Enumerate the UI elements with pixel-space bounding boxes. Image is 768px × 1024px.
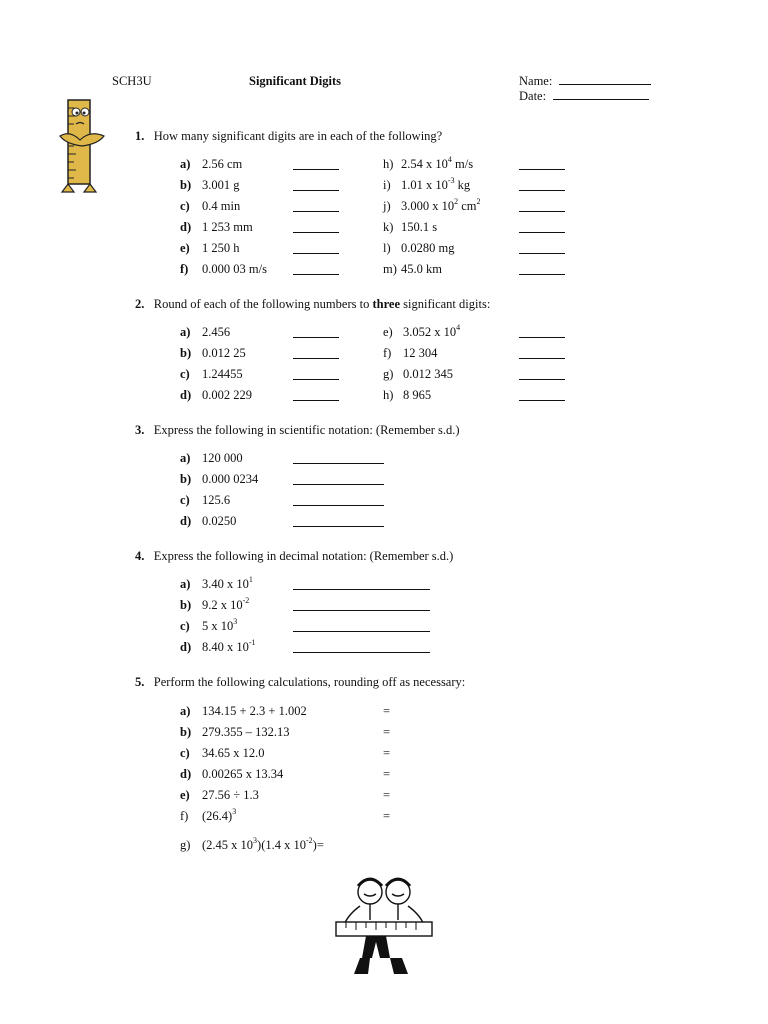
item-expression: 279.355 – 132.13 xyxy=(202,725,290,739)
question-1-item xyxy=(383,178,470,193)
equals-sign: = xyxy=(383,704,391,718)
item-value: 5 x 10 xyxy=(202,619,234,633)
question-1-item xyxy=(180,199,240,214)
name-blank[interactable] xyxy=(559,74,651,85)
item-label: a) xyxy=(180,157,191,171)
item-value: 3.40 x 10 xyxy=(202,577,249,591)
item-label: d) xyxy=(180,767,192,781)
item-label: c) xyxy=(180,199,190,213)
item-value: 125.6 xyxy=(202,493,231,507)
item-value: 3.001 g xyxy=(202,178,240,192)
date-label: Date: xyxy=(519,89,547,103)
item-label: e) xyxy=(180,788,190,802)
item-exponent: 2 xyxy=(454,197,459,206)
question-2-item xyxy=(180,325,230,340)
two-people-with-ruler-icon xyxy=(330,876,438,980)
item-label: b) xyxy=(180,346,192,360)
item-value: 120 000 xyxy=(202,451,243,465)
answer-blank[interactable] xyxy=(293,201,339,212)
answer-blank[interactable] xyxy=(519,327,565,338)
item-unit: kg xyxy=(454,178,471,192)
answer-blank[interactable] xyxy=(293,495,384,506)
item-exponent: 4 xyxy=(456,323,461,332)
item-label: c) xyxy=(180,619,190,633)
equals-sign: = xyxy=(383,746,391,760)
item-label: b) xyxy=(180,598,192,612)
question-4-item xyxy=(180,640,256,655)
question-1-item xyxy=(383,157,473,172)
item-value: 0.012 345 xyxy=(403,367,453,381)
item-value: 8.40 x 10 xyxy=(202,640,249,654)
item-value: 150.1 s xyxy=(401,220,438,234)
question-3-prompt: 3. Express the following in scientific notation: (Remember s.d.) xyxy=(135,423,460,437)
question-2-item xyxy=(383,367,453,382)
answer-blank[interactable] xyxy=(293,390,339,401)
ruler-character-icon xyxy=(54,96,110,196)
item-label: f) xyxy=(180,809,189,823)
question-1-item xyxy=(383,262,442,277)
item-label: h) xyxy=(383,388,394,402)
answer-blank[interactable] xyxy=(519,180,565,191)
item-value: 0.002 229 xyxy=(202,388,252,402)
item-label: e) xyxy=(383,325,393,339)
question-2-item xyxy=(180,367,243,382)
question-2-prompt: 2. Round of each of the following numbers to three significant digits: xyxy=(135,297,491,311)
answer-blank[interactable] xyxy=(519,159,565,170)
answer-blank[interactable] xyxy=(293,348,339,359)
answer-blank[interactable] xyxy=(519,201,565,212)
question-1-item xyxy=(180,157,242,172)
question-1-item xyxy=(180,178,240,193)
item-value: 2.54 x 10 xyxy=(401,157,448,171)
name-field[interactable] xyxy=(519,74,651,89)
item-exponent: 1 xyxy=(248,575,253,584)
question-2-item xyxy=(180,388,252,403)
item-label: f) xyxy=(180,262,189,276)
answer-blank[interactable] xyxy=(293,369,339,380)
item-label: d) xyxy=(180,220,192,234)
item-unit-exponent: 2 xyxy=(476,197,481,206)
equals-sign: = xyxy=(383,725,391,739)
item-value: 0.0280 mg xyxy=(401,241,455,255)
question-1-item xyxy=(383,199,481,214)
item-exponent: -2 xyxy=(242,596,250,605)
item-value: 0.0250 xyxy=(202,514,237,528)
item-label: c) xyxy=(180,493,190,507)
question-4-prompt: 4. Express the following in decimal notation: (Remember s.d.) xyxy=(135,549,454,563)
answer-blank[interactable] xyxy=(519,243,565,254)
question-5-prompt: 5. Perform the following calculations, rounding off as necessary: xyxy=(135,675,466,689)
date-blank[interactable] xyxy=(553,89,649,100)
item-label: b) xyxy=(180,178,192,192)
question-2-item xyxy=(383,325,460,340)
question-5-item xyxy=(180,704,307,719)
item-label: a) xyxy=(180,577,191,591)
question-5-item xyxy=(180,746,265,761)
item-label: d) xyxy=(180,388,192,402)
answer-blank[interactable] xyxy=(519,369,565,380)
item-label: d) xyxy=(180,514,192,528)
answer-blank[interactable] xyxy=(293,453,384,464)
item-label: k) xyxy=(383,220,394,234)
item-label: d) xyxy=(180,640,192,654)
item-label: e) xyxy=(180,241,190,255)
question-5-item xyxy=(180,767,283,782)
item-value: 0.4 min xyxy=(202,199,241,213)
item-value: 2.456 xyxy=(202,325,231,339)
item-exponent: -3 xyxy=(447,176,455,185)
item-expression: 27.56 ÷ 1.3 xyxy=(202,788,259,802)
item-label: j) xyxy=(383,199,391,213)
answer-blank[interactable] xyxy=(293,264,339,275)
question-5-item xyxy=(180,809,236,824)
item-label: a) xyxy=(180,704,191,718)
answer-blank[interactable] xyxy=(293,327,339,338)
item-value: 3.052 x 10 xyxy=(403,325,457,339)
item-value: 9.2 x 10 xyxy=(202,598,243,612)
item-exponent: 3 xyxy=(232,807,237,816)
item-value: 0.000 0234 xyxy=(202,472,259,486)
item-value: 1.01 x 10 xyxy=(401,178,448,192)
item-label: a) xyxy=(180,325,191,339)
answer-blank[interactable] xyxy=(293,579,430,590)
item-expression: 34.65 x 12.0 xyxy=(202,746,265,760)
item-label: f) xyxy=(383,346,392,360)
item-label: g) xyxy=(383,367,394,381)
question-5-item xyxy=(180,788,259,803)
answer-blank[interactable] xyxy=(293,600,430,611)
date-field[interactable] xyxy=(519,89,649,104)
item-value: 45.0 km xyxy=(401,262,442,276)
name-label: Name: xyxy=(519,74,553,88)
answer-blank[interactable] xyxy=(293,516,384,527)
item-value: 12 304 xyxy=(403,346,438,360)
question-3-item xyxy=(180,472,258,487)
question-2-item xyxy=(180,346,246,361)
item-label: b) xyxy=(180,725,192,739)
question-5-item xyxy=(180,725,290,740)
item-label: b) xyxy=(180,472,192,486)
question-2-item xyxy=(383,346,437,361)
item-value: 2.56 cm xyxy=(202,157,243,171)
item-value: 1 250 h xyxy=(202,241,240,255)
item-value: 8 965 xyxy=(403,388,432,402)
item-value: 0.012 25 xyxy=(202,346,246,360)
answer-blank[interactable] xyxy=(293,180,339,191)
answer-blank[interactable] xyxy=(519,264,565,275)
question-1-item xyxy=(180,220,253,235)
item-value: 3.000 x 10 xyxy=(401,199,455,213)
equals-sign: = xyxy=(383,809,391,823)
item-label: m) xyxy=(383,262,397,276)
item-unit: m/s xyxy=(451,157,474,171)
item-value: 1 253 mm xyxy=(202,220,253,234)
question-1-item xyxy=(383,241,454,256)
question-1-prompt: 1. How many significant digits are in each of the following? xyxy=(135,129,443,143)
page-title: Significant Digits xyxy=(249,74,342,88)
question-3-item xyxy=(180,451,243,466)
question-4-item xyxy=(180,577,253,592)
item-value: 1.24455 xyxy=(202,367,243,381)
question-3-item xyxy=(180,493,230,508)
equals-sign: = xyxy=(383,767,391,781)
item-exponent: 4 xyxy=(447,155,452,164)
answer-blank[interactable] xyxy=(519,222,565,233)
item-expression: 134.15 + 2.3 + 1.002 xyxy=(202,704,307,718)
item-label: c) xyxy=(180,746,190,760)
item-label: l) xyxy=(383,241,391,255)
question-3-item xyxy=(180,514,236,529)
answer-blank[interactable] xyxy=(293,159,339,170)
item-label: a) xyxy=(180,451,191,465)
course-code: SCH3U xyxy=(112,74,152,88)
item-label: h) xyxy=(383,157,394,171)
question-2-item xyxy=(383,388,431,403)
answer-blank[interactable] xyxy=(293,222,339,233)
question-5-item-g: g) (2.45 x $10^3)(1.4$ x $10^{-2})=$ xyxy=(180,836,324,852)
question-4-item xyxy=(180,619,237,634)
item-exponent: -1 xyxy=(248,638,256,647)
item-expression: 0.00265 x 13.34 xyxy=(202,767,284,781)
question-1-item xyxy=(180,262,267,277)
question-1-item xyxy=(383,220,437,235)
answer-blank[interactable] xyxy=(293,621,430,632)
question-1-item xyxy=(180,241,240,256)
question-4-item xyxy=(180,598,249,613)
answer-blank[interactable] xyxy=(293,243,339,254)
item-value: 0.000 03 m/s xyxy=(202,262,267,276)
equals-sign: = xyxy=(383,788,391,802)
answer-blank[interactable] xyxy=(519,390,565,401)
item-label: i) xyxy=(383,178,391,192)
item-exponent: 3 xyxy=(233,617,238,626)
item-expression: (26.4) xyxy=(202,809,233,823)
answer-blank[interactable] xyxy=(519,348,565,359)
item-label: c) xyxy=(180,367,190,381)
answer-blank[interactable] xyxy=(293,642,430,653)
item-unit: cm xyxy=(458,199,477,213)
answer-blank[interactable] xyxy=(293,474,384,485)
